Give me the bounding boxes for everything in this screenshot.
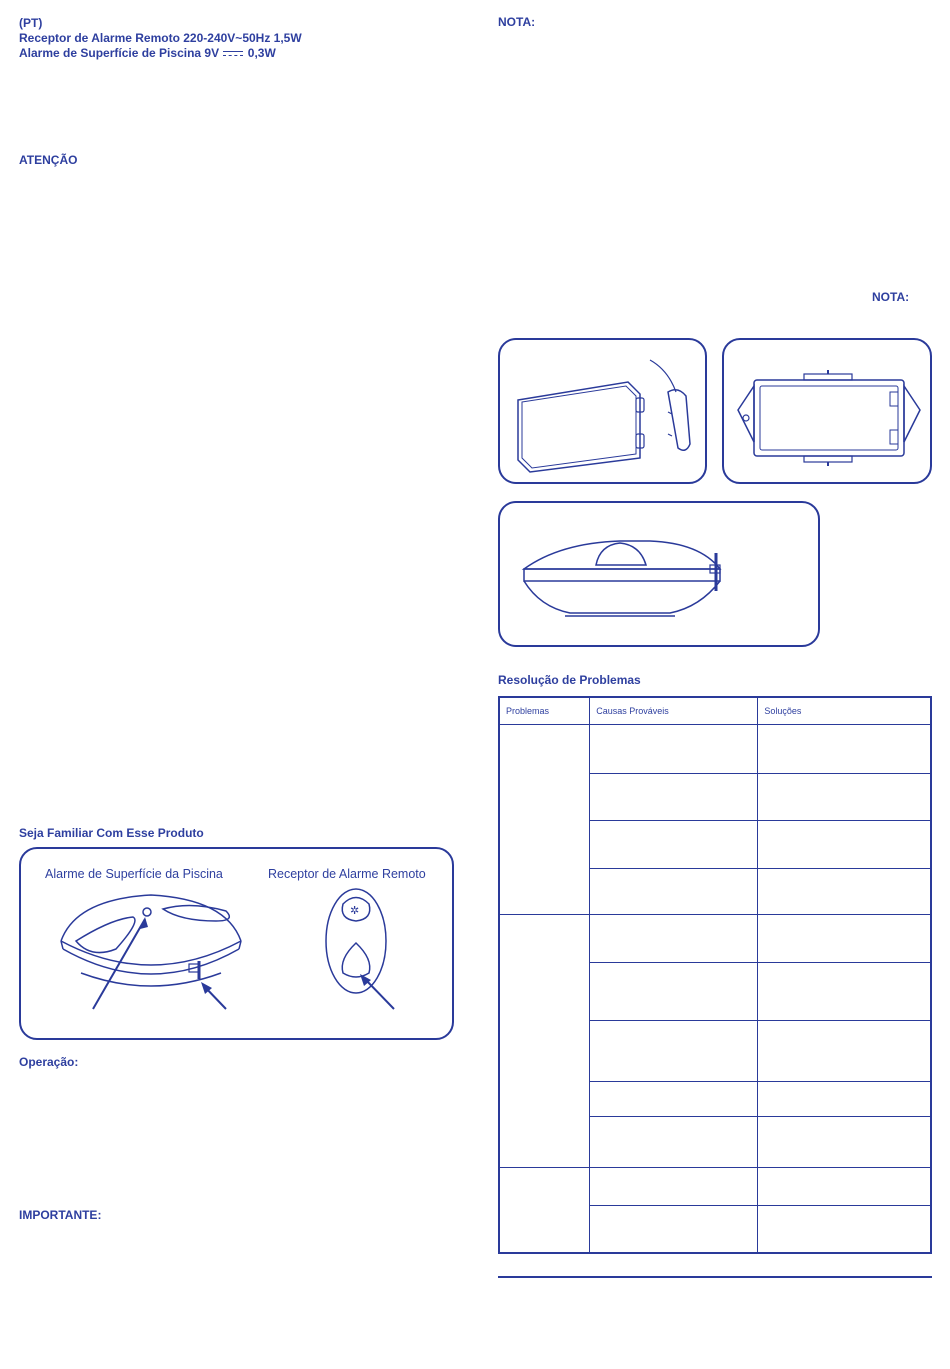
table-row xyxy=(499,1167,931,1205)
pool-alarm-illustration xyxy=(21,849,456,1042)
header-problems: Problemas xyxy=(499,697,590,724)
alarm-spec-label: Alarme de Superfície de Piscina 9V xyxy=(19,46,220,60)
language-tag: (PT) xyxy=(19,16,43,30)
cause-cell xyxy=(590,1081,758,1116)
problem-cell-2 xyxy=(499,914,590,1167)
header-solutions: Soluções xyxy=(758,697,931,724)
troubleshooting-heading: Resolução de Problemas xyxy=(498,673,641,687)
side-view-box xyxy=(498,501,820,647)
battery-compartment-box xyxy=(498,338,707,484)
problem-cell-3 xyxy=(499,1167,590,1253)
solution-cell xyxy=(758,1205,931,1253)
attention-heading: ATENÇÃO xyxy=(19,153,78,167)
battery-connector-illustration xyxy=(500,340,709,486)
header-causes: Causas Prováveis xyxy=(590,697,758,724)
cause-cell xyxy=(590,1167,758,1205)
cause-cell xyxy=(590,1116,758,1167)
alarm-spec-power: 0,3W xyxy=(247,46,276,60)
cause-cell xyxy=(590,820,758,868)
svg-text:✲: ✲ xyxy=(350,904,360,917)
bottom-divider xyxy=(498,1276,932,1278)
receiver-spec: Receptor de Alarme Remoto 220-240V~50Hz 1,5W xyxy=(19,31,302,45)
solution-cell xyxy=(758,1167,931,1205)
problem-cell-1 xyxy=(499,724,590,914)
note-heading-1: NOTA: xyxy=(498,15,536,29)
table-row xyxy=(499,724,931,773)
solution-cell xyxy=(758,820,931,868)
cause-cell xyxy=(590,914,758,962)
cause-cell xyxy=(590,962,758,1020)
operation-heading: Operação: xyxy=(19,1055,79,1069)
important-heading: IMPORTANTE: xyxy=(19,1208,102,1222)
battery-holder-box xyxy=(722,338,932,484)
cause-cell xyxy=(590,724,758,773)
cause-cell xyxy=(590,1020,758,1081)
product-diagram-box xyxy=(19,847,454,1040)
table-row xyxy=(499,914,931,962)
cause-cell xyxy=(590,773,758,820)
troubleshooting-table xyxy=(498,696,932,1254)
alarm-side-view-illustration xyxy=(500,503,822,649)
pool-alarm-title: Alarme de Superfície da Piscina xyxy=(45,867,223,881)
solution-cell xyxy=(758,1116,931,1167)
solution-cell xyxy=(758,868,931,914)
table-header-row xyxy=(499,697,931,724)
cause-cell xyxy=(590,868,758,914)
remote-receiver-title: Receptor de Alarme Remoto xyxy=(268,867,426,881)
cause-cell xyxy=(590,1205,758,1253)
dc-symbol-icon xyxy=(223,50,243,58)
note-heading-2: NOTA: xyxy=(872,290,910,304)
battery-holder-illustration xyxy=(724,340,934,486)
solution-cell xyxy=(758,1020,931,1081)
solution-cell xyxy=(758,914,931,962)
solution-cell xyxy=(758,724,931,773)
alarm-spec xyxy=(19,46,276,61)
solution-cell xyxy=(758,962,931,1020)
solution-cell xyxy=(758,773,931,820)
familiar-heading: Seja Familiar Com Esse Produto xyxy=(19,826,204,840)
solution-cell xyxy=(758,1081,931,1116)
